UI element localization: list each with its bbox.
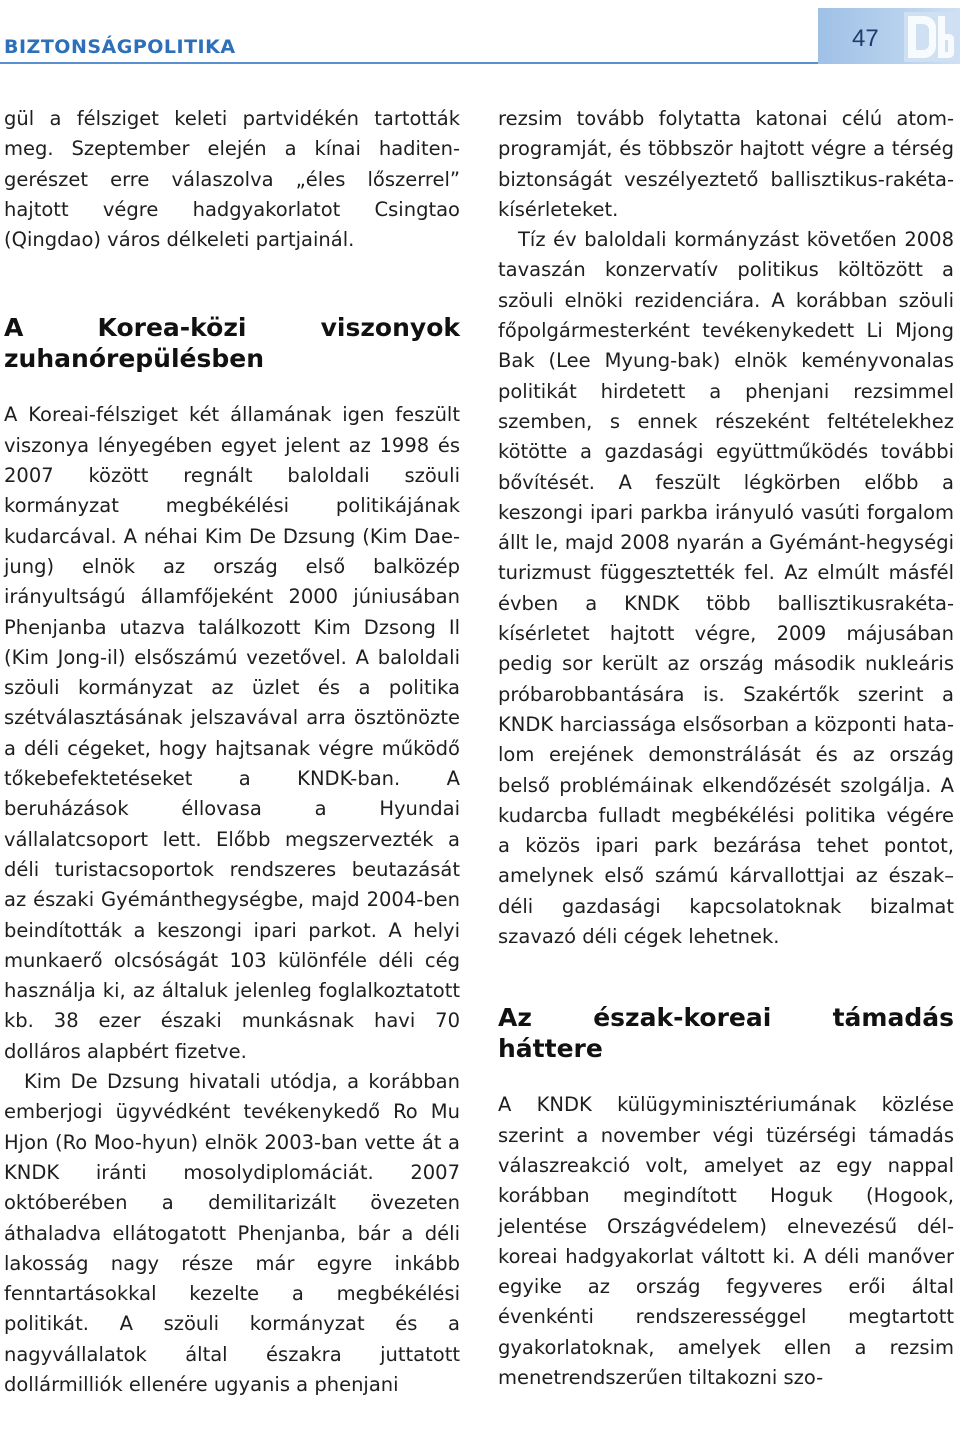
- page-number: 47: [852, 25, 879, 52]
- right-column: [498, 104, 954, 1393]
- journal-logo-icon: [904, 12, 956, 62]
- intro-paragraph: gül a félsziget keleti partvidékén tartották meg. Szeptember elején a kínai haditengerészet erre válaszolva „éles lőszerrel” hajtott végre hadgyakorlatot Csingtao (Qingdao) város délkeleti partjainál.: [4, 107, 460, 252]
- section-heading-attack-background: Az észak-koreai támadás háttere: [498, 1003, 954, 1064]
- page-number-box: [818, 8, 960, 64]
- body-paragraph: Kim De Dzsung hivatali utódja, a korábban emberjogi ügyvédként tevékenykedő Ro Mu Hjon (Ro Moo-hyun) elnök 2003-ban vette át a KNDK iránti mosolydiplomáciát. 2007 októberében a demilitarizált övezeten áthaladva ellátogatott Phenjanba, bár a déli lakosság nagy része már egyre inkább fenntartásokkal kezelte a megbékélési politikát. A szöuli kormányzat és a nagyvállalatok által északra juttatott dollármilliók ellenére ugyanis a phenjani: [4, 1070, 460, 1396]
- body-paragraph: A KNDK külügyminisztériumának közlése szerint a november végi tüzérségi támadás válaszreakció volt, amelyet az egy nappal korábban megindított Hoguk (Hogook, jelentése Országvédelem) elnevezésű dél-koreai hadgyakorlat váltott ki. A déli manőver egyike az ország fegyveres erői által évenkénti rendszerességgel megtartott gyakorlatoknak, amelyek ellen a rezsim menetrendszerűen tiltakozni szo-: [498, 1093, 954, 1389]
- body-paragraph: rezsim tovább folytatta katonai célú atomprogramját, és többször hajtott végre a térség biztonságát veszélyeztető ballisztikus-rakéta-kísérleteket.: [498, 107, 954, 221]
- section-title: BIZTONSÁGPOLITIKA: [4, 36, 236, 58]
- body-paragraph: A Koreai-félsziget két államának igen feszült viszonya lényegében egyet jelent az 1998 és 2007 között regnált baloldali szöuli kormányzat megbékélési politikájának kudarcával. A néhai Kim De Dzsung (Kim Dae-jung) elnök az ország első balközép irányultságú államfőjeként 2000 júniusában Phenjanba utazva találkozott Kim Dzsong Il (Kim Jong-il) elsőszámú vezetővel. A baloldali szöuli kormányzat az üzlet és a politika szétválasztásának jelszavával arra ösztönözte a déli cégeket, hogy hajtsanak végre működő tőkebefektetéseket a KNDK-ban. A beruházások éllovasa a Hyundai vállalatcsoport lett. Előbb megszervezték a déli turistacsoportok rendszeres beutazását az északi Gyémánthegységbe, majd 2004-ben beindították a keszongi ipari parkot. A helyi munkaerő olcsóságát 103 különféle déli cég használja ki, az általuk jelenleg foglalkoztatott kb. 38 ezer északi munkásnak havi 70 dolláros alapbért fizetve.: [4, 403, 460, 1063]
- left-column: [4, 104, 460, 1400]
- header-divider: [0, 62, 820, 64]
- section-heading-korea-relations: A Korea-közi viszonyok zuhanórepülésben: [4, 313, 460, 374]
- body-paragraph: Tíz év baloldali kormányzást követően 2008 tavaszán konzervatív politikus költözött a szöuli elnöki rezidenciára. A korábban szöuli főpolgármesterként tevékenykedett Li Mjong Bak (Lee Myung-bak) elnök keményvonalas politikát hirdetett a phenjani rezsimmel szemben, s ennek részeként feltételekhez kötötte a gazdasági együttműködés további bővítését. A feszült légkörben előbb a keszongi ipari parkba irányuló vasúti forgalom állt le, majd 2008 nyarán a Gyémánt-hegységi turizmust függesztették fel. Az elmúlt másfél évben a KNDK több ballisztikusrakéta-kísérletet hajtott végre, 2009 májusában pedig sor került az ország második nukleáris próbarobbantására is. Szakértők szerint a KNDK harciassága elsősorban a központi hatalom erejének demonstrálását és az ország belső problémáinak elkendőzését szolgálja. A kudarcba fulladt megbékélési politika végére a közös ipari park bezárása tehet pontot, amelynek első számú kárvallottjai az észak–déli gazdasági kapcsolatoknak bizalmat szavazó déli cégek lehetnek.: [498, 228, 954, 949]
- page-header: [0, 0, 960, 80]
